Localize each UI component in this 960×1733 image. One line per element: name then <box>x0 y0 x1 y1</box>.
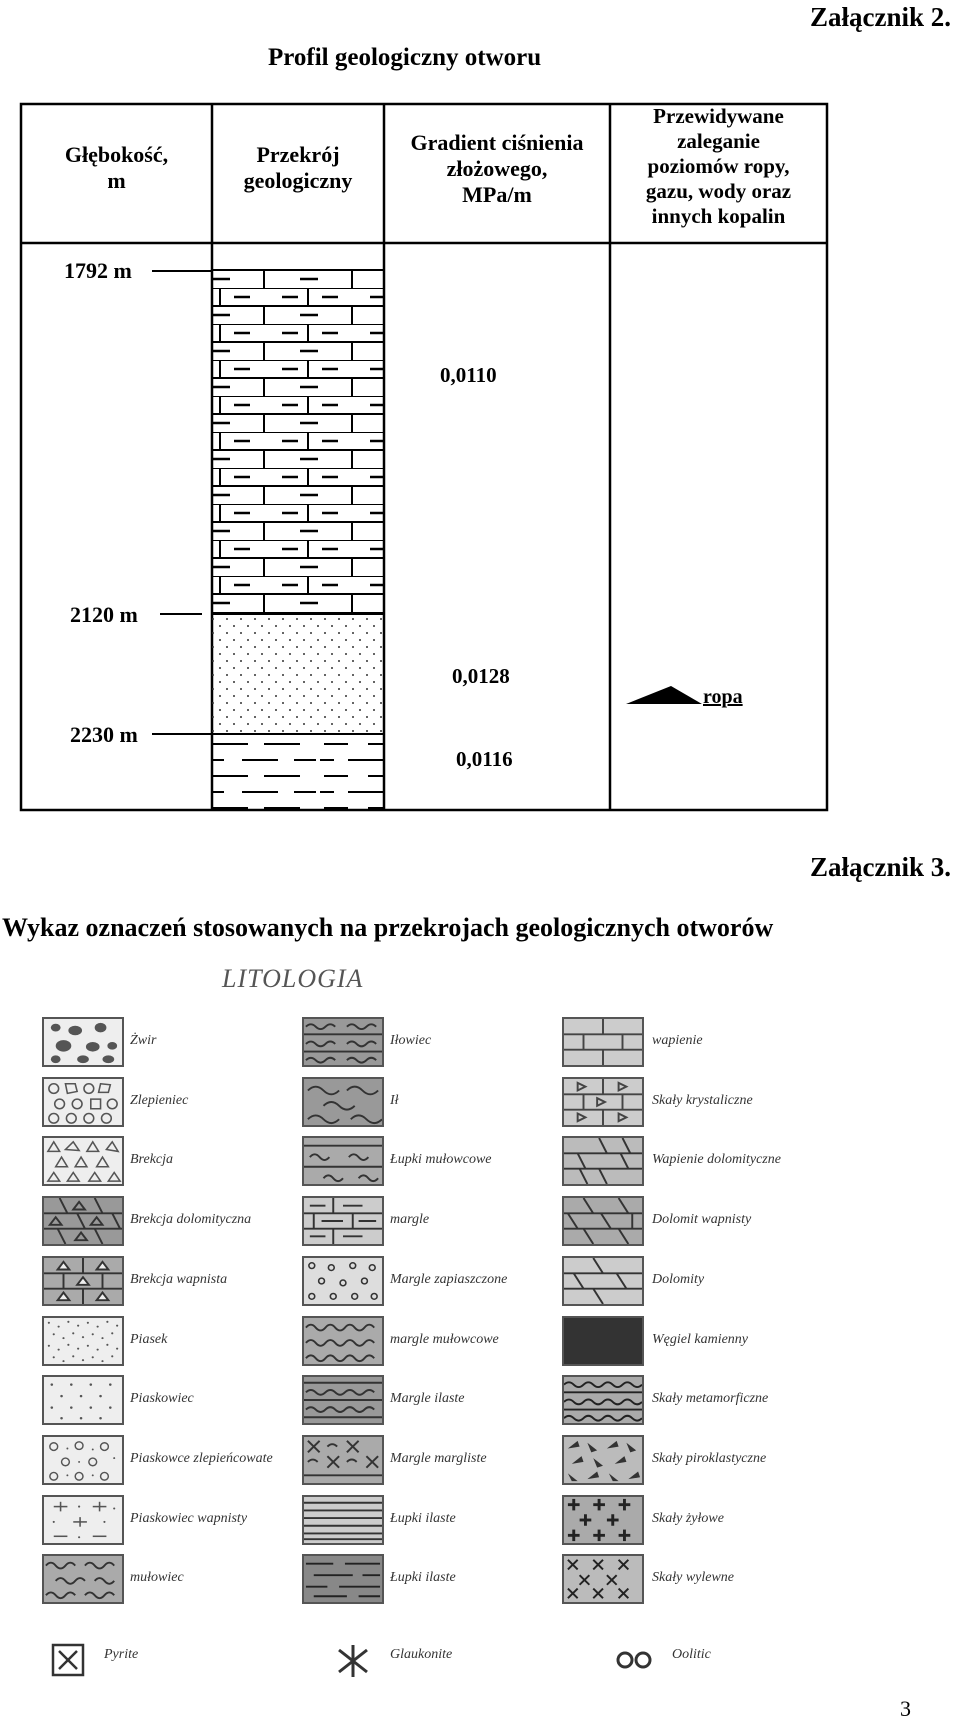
lithology-swatch <box>562 1375 644 1425</box>
lithology-swatch <box>42 1256 124 1306</box>
gradient-value: 0,0128 <box>452 664 510 688</box>
lithology-swatch <box>302 1136 384 1186</box>
lithology-label: Łupki mułowcowe <box>390 1152 492 1167</box>
lithology-label: Piaskowiec <box>130 1391 194 1406</box>
lithology-swatch <box>302 1196 384 1246</box>
lithology-swatch <box>42 1316 124 1366</box>
lithology-swatch <box>562 1316 644 1366</box>
annex-2-label: Załącznik 2. <box>810 2 952 32</box>
lithology-label: Dolomity <box>652 1272 705 1287</box>
lithology-label: Łupki ilaste <box>390 1511 456 1526</box>
lithology-label: Skały piroklastyczne <box>652 1451 767 1466</box>
lithology-label: Piasek <box>130 1332 168 1347</box>
depth-label: 2120 m <box>70 602 138 627</box>
lithology-label: mułowiec <box>130 1570 184 1585</box>
lithology-label: margle mułowcowe <box>390 1332 499 1347</box>
lithology-label: Łupki ilaste <box>390 1570 456 1585</box>
header-pressure-gradient: Gradient ciśnienia złożowego, MPa/m <box>410 130 584 207</box>
lithology-swatch <box>42 1554 124 1604</box>
lithology-swatch <box>302 1554 384 1604</box>
legend-title: Wykaz oznaczeń stosowanych na przekrojach geologicznych otworów <box>2 913 774 942</box>
gradient-value: 0,0110 <box>440 363 497 387</box>
lithology-label: Margle zapiaszczone <box>390 1272 508 1287</box>
page-number: 3 <box>900 1696 911 1721</box>
lithology-swatch <box>302 1375 384 1425</box>
lithology-label: Brekcja dolomityczna <box>130 1212 252 1227</box>
depth-label: 2230 m <box>70 722 138 747</box>
lithology-label: Wapienie dolomityczne <box>652 1152 781 1167</box>
lithology-swatch <box>302 1316 384 1366</box>
header-deposits: Przewidywane zaleganie poziomów ropy, gazu, wody oraz innych kopalin <box>645 104 792 228</box>
lithology-swatch <box>562 1495 644 1545</box>
lithology-swatch <box>302 1495 384 1545</box>
lithology-swatch <box>302 1077 384 1127</box>
header-depth: Głębokość, m <box>64 142 169 193</box>
lithology-label: Ił <box>390 1093 399 1108</box>
lithology-label: Zlepieniec <box>130 1093 189 1108</box>
lithology-title: LITOLOGIA <box>222 964 364 993</box>
lithology-label: Skały krystaliczne <box>652 1093 753 1108</box>
header-section: Przekrój geologiczny <box>243 142 353 193</box>
lithology-label: Żwir <box>130 1033 157 1048</box>
lithology-label: Dolomit wapnisty <box>652 1212 752 1227</box>
lithology-swatch <box>562 1554 644 1604</box>
lithology-swatch <box>302 1256 384 1306</box>
lithology-swatch <box>302 1017 384 1067</box>
lithology-label: Skały żyłowe <box>652 1511 724 1526</box>
lithology-swatch <box>42 1435 124 1485</box>
deposit-label: ropa <box>703 686 743 708</box>
lithology-label: Piaskowce zlepieńcowate <box>130 1451 273 1466</box>
lithology-swatch <box>562 1256 644 1306</box>
lithology-label: Margle ilaste <box>390 1391 465 1406</box>
lithology-swatch <box>42 1136 124 1186</box>
oil-deposit-icon <box>626 686 702 704</box>
lithology-swatch <box>42 1375 124 1425</box>
lithology-swatch <box>42 1077 124 1127</box>
lithology-swatch <box>42 1495 124 1545</box>
lithology-label: Margle margliste <box>390 1451 487 1466</box>
lithology-swatch <box>562 1017 644 1067</box>
lithology-swatch <box>562 1077 644 1127</box>
lithology-label: Skały metamorficzne <box>652 1391 769 1406</box>
gradient-value: 0,0116 <box>456 747 513 771</box>
symbol-label: Pyrite <box>104 1647 139 1662</box>
lithology-label: Brekcja wapnista <box>130 1272 228 1287</box>
symbol-label: Glaukonite <box>390 1647 453 1662</box>
lithology-swatch <box>562 1196 644 1246</box>
boxed-x-icon <box>50 1642 86 1678</box>
lithology-label: Węgiel kamienny <box>652 1332 749 1347</box>
asterisk-icon <box>334 1642 372 1680</box>
lithology-label: Piaskowiec wapnisty <box>130 1511 248 1526</box>
lithology-label: Brekcja <box>130 1152 174 1167</box>
lithology-swatch <box>562 1136 644 1186</box>
annex-3-label: Załącznik 3. <box>810 852 952 882</box>
depth-label: 1792 m <box>64 258 132 283</box>
lithology-label: Skały wylewne <box>652 1570 735 1585</box>
double-circle-icon <box>614 1648 654 1672</box>
lithology-swatch <box>302 1435 384 1485</box>
lithology-swatch <box>42 1017 124 1067</box>
lithology-label: Iłowiec <box>390 1033 432 1048</box>
lithology-swatch <box>562 1435 644 1485</box>
symbol-label: Oolitic <box>672 1647 711 1662</box>
lithology-label: wapienie <box>652 1033 703 1048</box>
lithology-label: margle <box>390 1212 430 1227</box>
lithology-swatch <box>42 1196 124 1246</box>
profile-title: Profil geologiczny otworu <box>268 44 542 71</box>
